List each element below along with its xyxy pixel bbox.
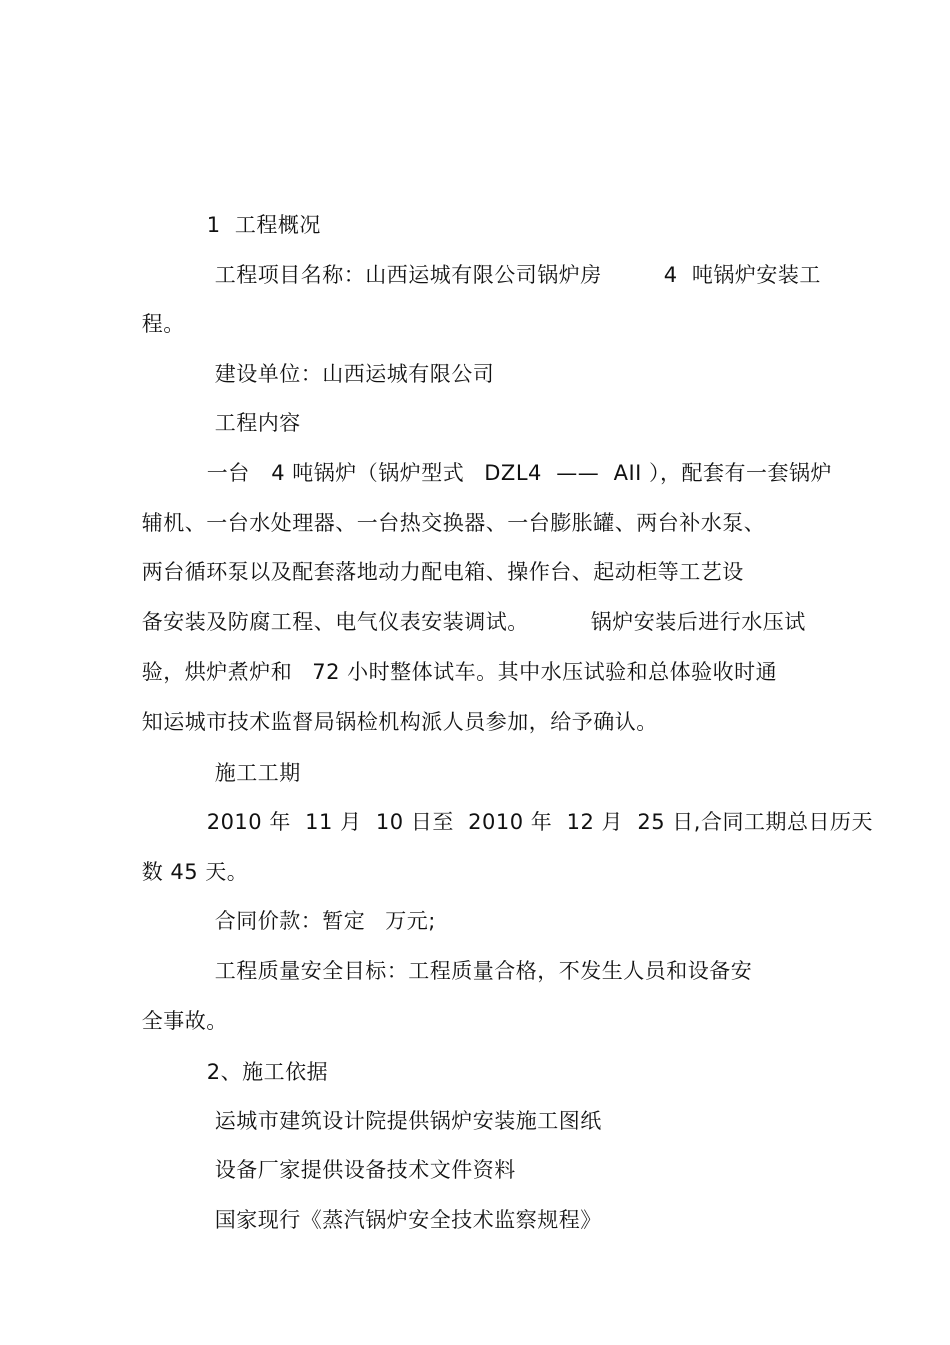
text-segment: 程。 — [141, 312, 185, 336]
text-segment: 国家现行《蒸汽锅炉安全技术监察规程》 — [214, 1208, 602, 1232]
text-segment: 2、施工依据 — [206, 1060, 329, 1084]
text-segment: 4 吨锅炉安装工 — [663, 263, 821, 287]
heading-text: 1 工程概况 — [206, 213, 321, 237]
text-segment: 2010 年 11 月 10 日至 2010 年 12 月 25 日,合同工期总日历天 — [206, 810, 873, 834]
text-segment: 工程质量安全目标：工程质量合格，不发生人员和设备安 — [214, 959, 753, 983]
project-name-line — [186, 230, 821, 320]
schedule-line-1 — [178, 777, 873, 867]
text-segment: 知运城市技术监督局锅检机构派人员参加，给予确认。 — [141, 710, 658, 734]
text-segment: DZL4 —— AII ），配套有一套锅炉 — [484, 461, 833, 485]
text-segment: 辅机、一台水处理器、一台热交换器、一台膨胀罐、两台补水泵、 — [141, 511, 766, 535]
project-name-line-cont — [113, 279, 185, 369]
text-segment: 施工工期 — [214, 761, 301, 785]
basis-item-3 — [186, 1175, 602, 1265]
text-segment: 一台 4 吨锅炉（锅炉型式 — [206, 461, 465, 485]
text-segment: 万元; — [385, 909, 436, 933]
text-segment: 备安装及防腐工程、电气仪表安装调试。 — [141, 610, 529, 634]
text-segment: 设备厂家提供设备技术文件资料 — [214, 1158, 516, 1182]
text-segment: 工程内容 — [214, 411, 301, 435]
text-segment: 验，烘炉煮炉和 — [141, 660, 293, 684]
text-segment: 两台循环泵以及配套落地动力配电箱、操作台、起动柜等工艺设 — [141, 560, 744, 584]
text-segment: 合同价款：暂定 — [214, 909, 366, 933]
text-segment: 建设单位：山西运城有限公司 — [214, 362, 495, 386]
quality-goal-line-1 — [186, 926, 752, 1016]
text-segment: 运城市建筑设计院提供锅炉安装施工图纸 — [214, 1109, 602, 1133]
text-segment: 工程项目名称：山西运城有限公司锅炉房 — [214, 263, 602, 287]
text-segment: 全事故。 — [141, 1009, 228, 1033]
text-segment: 锅炉安装后进行水压试 — [590, 610, 806, 634]
text-segment: 数 45 天。 — [141, 860, 249, 884]
text-segment: 72 小时整体试车。其中水压试验和总体验收时通 — [312, 660, 778, 684]
